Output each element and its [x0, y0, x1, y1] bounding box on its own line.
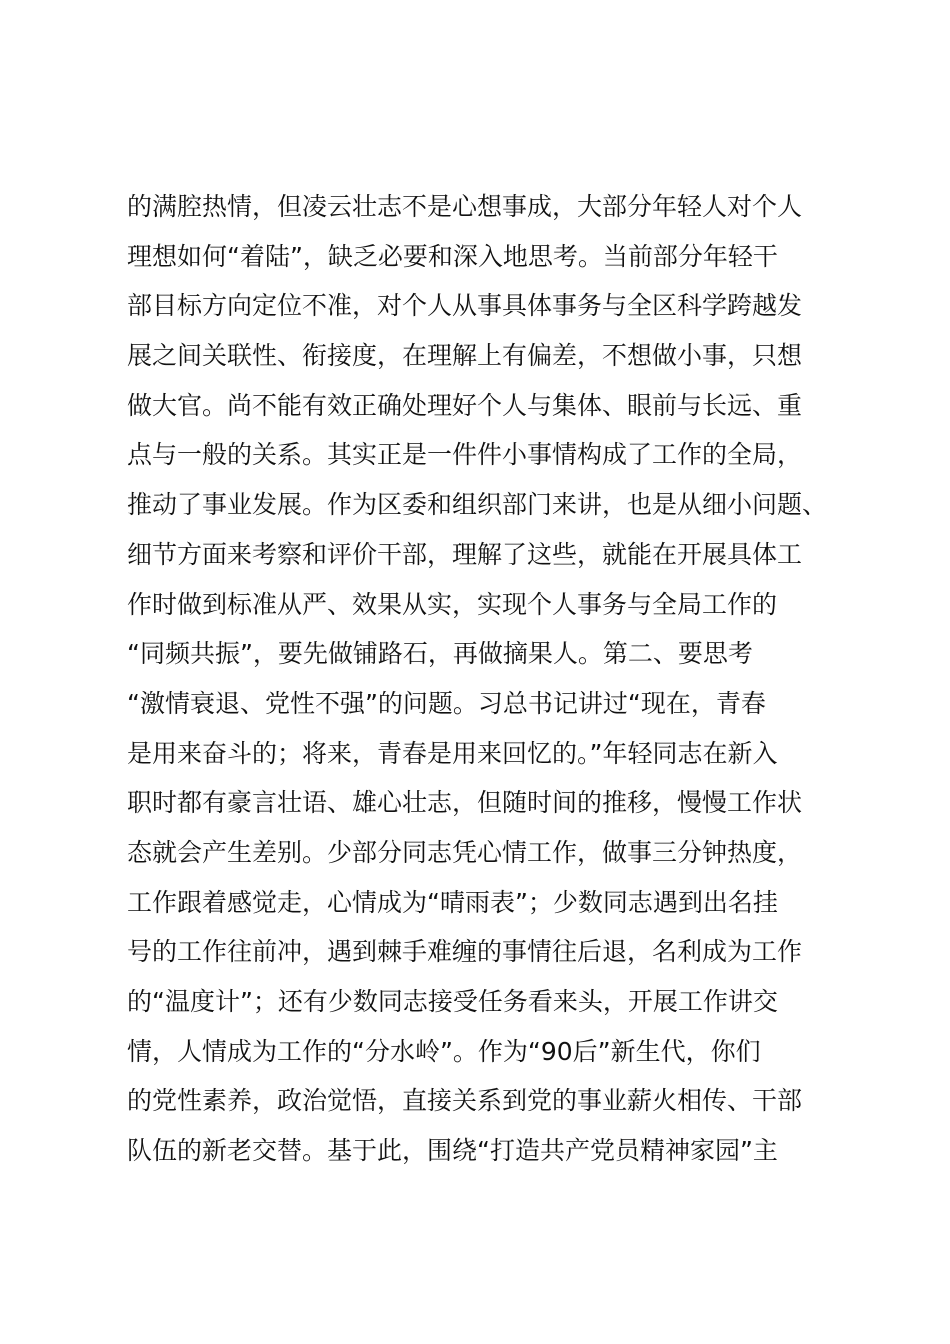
text-line: 的“温度计”；还有少数同志接受任务看来头，开展工作讲交	[127, 987, 778, 1016]
text-line: 部目标方向定位不准，对个人从事具体事务与全区科学跨越发	[127, 291, 803, 321]
text-line: 作时做到标准从严、效果从实，实现个人事务与全局工作的	[127, 589, 778, 619]
text-line: 号的工作往前冲，遇到棘手难缠的事情往后退，名利成为工作	[127, 937, 803, 967]
text-line: “激情衰退、党性不强”的问题。习总书记讲过“现在，青春	[127, 688, 766, 718]
text-line: 做大官。尚不能有效正确处理好个人与集体、眼前与长远、重	[127, 390, 803, 420]
text-line: 情，人情成为工作的“分水岭”。作为“90后”新生代，你们	[127, 1036, 761, 1066]
text-line: 工作跟着感觉走，心情成为“晴雨表”；少数同志遇到出名挂	[127, 887, 778, 917]
body-text	[127, 182, 847, 1176]
text-line: 队伍的新老交替。基于此，围绕“打造共产党员精神家园”主	[127, 1136, 778, 1166]
text-line: 理想如何“着陆”，缺乏必要和深入地思考。当前部分年轻干	[127, 241, 778, 271]
text-line: 展之间关联性、衔接度，在理解上有偏差，不想做小事，只想	[127, 341, 803, 371]
text-line: 的满腔热情，但凌云壮志不是心想事成，大部分年轻人对个人	[127, 192, 803, 221]
text-line: “同频共振”，要先做铺路石，再做摘果人。第二、要思考	[127, 639, 753, 669]
text-line: 细节方面来考察和评价干部，理解了这些，就能在开展具体工	[127, 539, 803, 569]
text-line: 推动了事业发展。作为区委和组织部门来讲，也是从细小问题、	[127, 490, 828, 520]
text-line: 态就会产生差别。少部分同志凭心情工作，做事三分钟热度，	[127, 837, 803, 867]
text-line: 是用来奋斗的；将来，青春是用来回忆的。”年轻同志在新入	[127, 738, 778, 768]
text-line: 点与一般的关系。其实正是一件件小事情构成了工作的全局，	[127, 440, 803, 470]
text-line: 的党性素养，政治觉悟，直接关系到党的事业薪火相传、干部	[127, 1086, 803, 1116]
text-line: 职时都有豪言壮语、雄心壮志，但随时间的推移，慢慢工作状	[127, 788, 803, 818]
